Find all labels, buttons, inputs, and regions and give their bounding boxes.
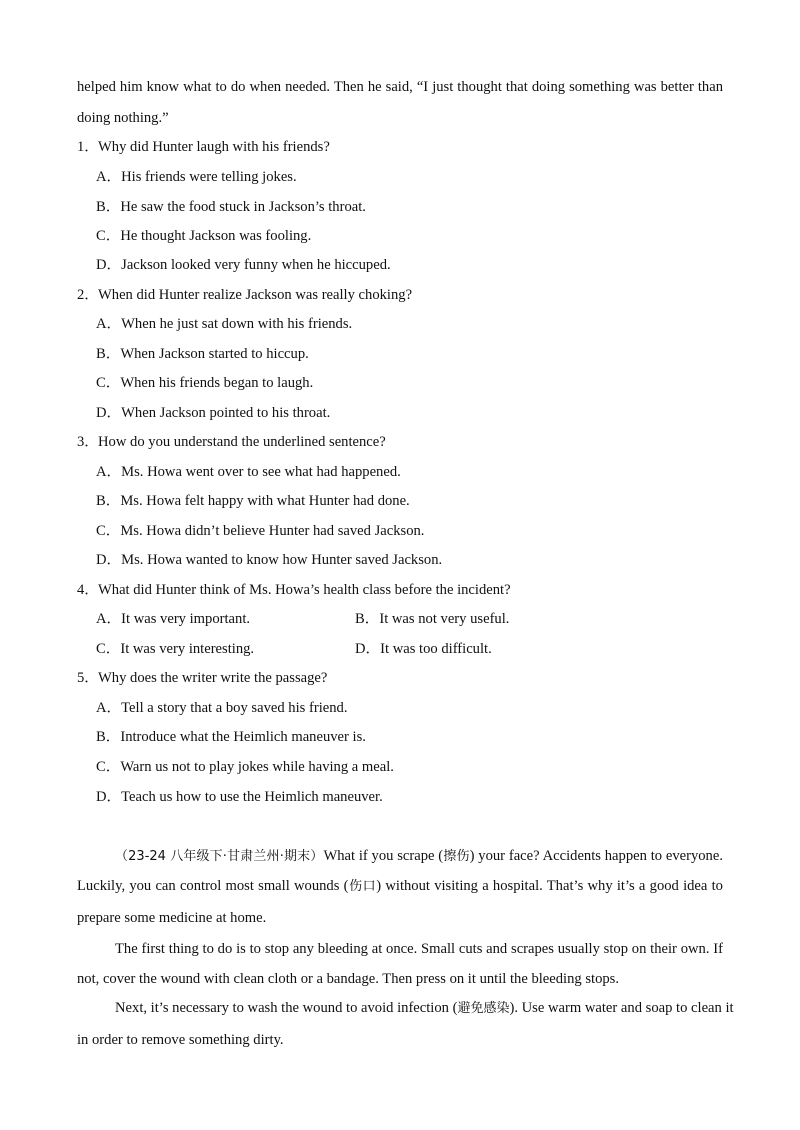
question-number: 3． xyxy=(77,434,99,450)
passage-text: ) without visiting a hospital. That’s why it’s a good idea to xyxy=(376,878,723,894)
option-text: Jackson looked very funny when he hiccuped. xyxy=(121,257,391,273)
option-letter: C． xyxy=(96,375,121,391)
question-4 xyxy=(77,580,723,600)
passage-line xyxy=(77,876,723,897)
option-letter: C． xyxy=(96,641,121,657)
option-letter: D． xyxy=(96,552,122,568)
question-text: Why does the writer write the passage? xyxy=(98,670,328,686)
option-5b[interactable] xyxy=(96,727,366,747)
question-number: 1． xyxy=(77,139,99,155)
option-text: Introduce what the Heimlich maneuver is. xyxy=(120,729,366,745)
option-letter: A． xyxy=(96,464,122,480)
passage-line: The first thing to do is to stop any bleeding at once. Small cuts and scrapes usually stop on their own. If xyxy=(115,941,723,957)
option-letter: A． xyxy=(96,316,122,332)
question-5 xyxy=(77,668,723,688)
option-5c[interactable] xyxy=(96,757,394,777)
option-letter: B． xyxy=(96,729,121,745)
question-number: 2． xyxy=(77,287,99,303)
option-1d[interactable] xyxy=(96,255,391,275)
passage-line xyxy=(77,998,734,1019)
option-text: It was too difficult. xyxy=(380,641,492,657)
option-letter: B． xyxy=(96,493,121,509)
question-text: When did Hunter realize Jackson was really choking? xyxy=(98,287,413,303)
option-text: When his friends began to laugh. xyxy=(120,375,314,391)
question-number: 4． xyxy=(77,582,99,598)
chinese-gloss: 伤口 xyxy=(348,879,377,894)
option-letter: B． xyxy=(96,199,121,215)
option-text: He thought Jackson was fooling. xyxy=(120,228,312,244)
passage-source: （23-24 八年级下·甘肃兰州·期末） xyxy=(115,849,324,864)
option-text: His friends were telling jokes. xyxy=(121,169,297,185)
option-4b[interactable] xyxy=(355,609,509,629)
question-text: How do you understand the underlined sentence? xyxy=(98,434,386,450)
option-3b[interactable] xyxy=(96,491,410,511)
passage-text: Next, it’s necessary to wash the wound to avoid infection ( xyxy=(115,1000,458,1016)
option-letter: C． xyxy=(96,523,121,539)
option-letter: C． xyxy=(96,228,121,244)
option-3c[interactable] xyxy=(96,521,424,541)
option-text: It was very important. xyxy=(121,611,251,627)
chinese-gloss: 擦伤 xyxy=(443,849,470,864)
question-3 xyxy=(77,432,723,452)
option-4d[interactable] xyxy=(355,639,492,659)
question-1 xyxy=(77,137,723,157)
passage-line: doing nothing.” xyxy=(77,110,169,126)
option-text: When Jackson pointed to his throat. xyxy=(121,405,331,421)
option-letter: C． xyxy=(96,759,121,775)
option-text: Teach us how to use the Heimlich maneuver. xyxy=(121,789,383,805)
option-letter: D． xyxy=(355,641,381,657)
option-2a[interactable] xyxy=(96,314,352,334)
option-text: Ms. Howa wanted to know how Hunter saved Jackson. xyxy=(121,552,443,568)
option-4a[interactable] xyxy=(96,609,250,629)
passage-line: helped him know what to do when needed. Then he said, “I just thought that doing something was better than xyxy=(77,79,723,95)
option-text: When Jackson started to hiccup. xyxy=(120,346,309,362)
option-letter: B． xyxy=(96,346,121,362)
option-letter: A． xyxy=(96,169,122,185)
chinese-gloss: 避免感染 xyxy=(457,1001,510,1016)
option-2c[interactable] xyxy=(96,373,313,393)
option-1c[interactable] xyxy=(96,226,311,246)
option-2b[interactable] xyxy=(96,344,309,364)
passage-line: prepare some medicine at home. xyxy=(77,910,267,926)
option-text: Warn us not to play jokes while having a meal. xyxy=(120,759,394,775)
option-letter: D． xyxy=(96,789,122,805)
option-text: Tell a story that a boy saved his friend. xyxy=(121,700,348,716)
passage-text: ). Use warm water and soap to clean it xyxy=(509,1000,734,1016)
option-letter: B． xyxy=(355,611,380,627)
option-5d[interactable] xyxy=(96,787,383,807)
option-text: When he just sat down with his friends. xyxy=(121,316,353,332)
passage-line: in order to remove something dirty. xyxy=(77,1032,284,1048)
option-1a[interactable] xyxy=(96,167,297,187)
option-2d[interactable] xyxy=(96,403,330,423)
option-text: Ms. Howa felt happy with what Hunter had done. xyxy=(120,493,410,509)
option-text: Ms. Howa didn’t believe Hunter had saved Jackson. xyxy=(120,523,425,539)
option-3a[interactable] xyxy=(96,462,401,482)
question-2 xyxy=(77,285,723,305)
option-text: Ms. Howa went over to see what had happened. xyxy=(121,464,401,480)
passage-text: ) your face? Accidents happen to everyone. xyxy=(469,848,723,864)
option-text: It was not very useful. xyxy=(379,611,510,627)
question-text: Why did Hunter laugh with his friends? xyxy=(98,139,330,155)
option-letter: A． xyxy=(96,700,122,716)
option-text: It was very interesting. xyxy=(120,641,255,657)
option-5a[interactable] xyxy=(96,698,347,718)
option-text: He saw the food stuck in Jackson’s throat. xyxy=(120,199,366,215)
option-letter: D． xyxy=(96,257,122,273)
passage-text: Luckily, you can control most small wounds ( xyxy=(77,878,349,894)
passage-line xyxy=(77,846,723,867)
option-4c[interactable] xyxy=(96,639,254,659)
question-text: What did Hunter think of Ms. Howa’s health class before the incident? xyxy=(98,582,511,598)
question-number: 5． xyxy=(77,670,99,686)
option-letter: D． xyxy=(96,405,122,421)
option-3d[interactable] xyxy=(96,550,442,570)
option-1b[interactable] xyxy=(96,197,366,217)
passage-text: What if you scrape ( xyxy=(323,848,444,864)
passage-line: not, cover the wound with clean cloth or a bandage. Then press on it until the bleeding stops. xyxy=(77,971,620,987)
option-letter: A． xyxy=(96,611,122,627)
